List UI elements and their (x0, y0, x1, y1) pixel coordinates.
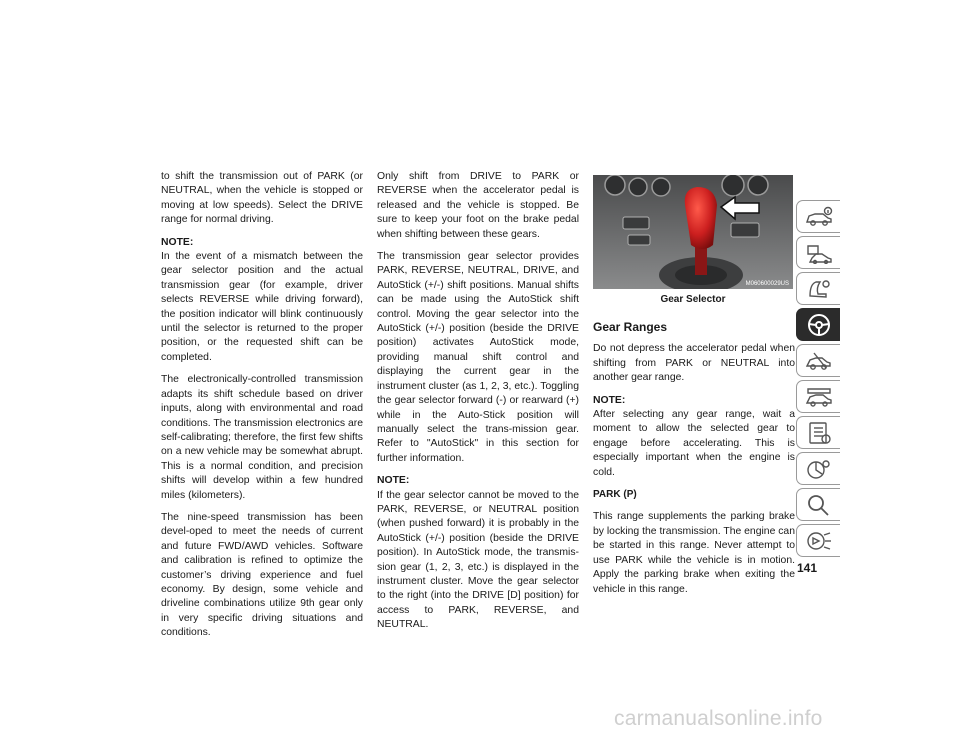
section-title: Gear Ranges (593, 320, 668, 334)
chapter-tab-technical-specs[interactable] (796, 452, 840, 485)
subsection-heading: PARK (P) (593, 489, 637, 501)
note-text: In the event of a mismatch between the gear selector position and the actual transmission gear (for example, driver selects REVERSE while driving forward), the position indicator will blink continuously until the selector is returned to the proper position, or the requested shift can be completed. (161, 251, 363, 363)
figure-caption: Gear Selector (660, 294, 726, 305)
chapter-tab-multimedia[interactable] (796, 488, 840, 521)
chapter-tab-introduction[interactable] (796, 200, 840, 233)
note-title: NOTE: (161, 236, 194, 248)
note-block (161, 236, 363, 366)
document-checklist-icon (804, 421, 834, 445)
watermark-text[interactable]: carmanualsonline.info (614, 707, 823, 730)
car-warning-icon (804, 350, 834, 372)
note-title: NOTE: (593, 394, 626, 406)
text-column-3 (593, 320, 795, 605)
magnifier-icon (804, 493, 834, 517)
chapter-tab-starting-operating[interactable] (796, 308, 840, 341)
text-column-2 (377, 170, 579, 641)
paragraph: Do not depress the accelerator pedal when shifting from PARK or NEUTRAL into another gear range. (593, 343, 795, 384)
gear-selector-photo (593, 175, 793, 289)
car-service-icon (804, 457, 834, 481)
car-keys-icon (804, 242, 834, 264)
figure-code: M060600029US (745, 281, 789, 287)
page-number: 141 (797, 561, 818, 575)
note-text: If the gear selector cannot be moved to the PARK, REVERSE, or NEUTRAL position (when pushed forward) it is probably in the AutoStick (+/-) position (beside the DRIVE position). In AutoStick mode, the transmis-sion gear (1, 2, 3, etc.) is displayed in the instrument cluster. Move the gear selector to the right (into the DRIVE [D] position) for access to PARK, REVERSE, and NEUTRAL. (377, 489, 579, 631)
steering-wheel-icon (804, 312, 834, 338)
chapter-tab-safety[interactable] (796, 344, 840, 377)
note-block (593, 394, 795, 480)
chapter-tab-servicing[interactable] (796, 416, 840, 449)
paragraph: The nine-speed transmission has been devel-oped to meet the needs of current and future FWD/AWD vehicles. Software and calibration is refined to optimize the customer’s driving experience and fuel economy. By design, some vehicle and driveline combinations utilize 9th gear only in very specific driving situations and conditions. (161, 511, 363, 639)
note-block (377, 474, 579, 632)
paragraph: The transmission gear selector provides PARK, REVERSE, NEUTRAL, DRIVE, and AutoStick (+/-) shift positions. Manual shifts can be made using the AutoStick shift control. Moving the gear selector into the AutoStick (+/-) position (beside the DRIVE position) activates AutoStick mode, providing manual shift control and displaying the current gear in the instrument cluster (as 1, 2, 3, etc.). Toggling the gear selector forward (-) or rearward (+) while in the Auto-Stick position will manually select the trans-mission gear. Refer to "AutoStick" in this section for further information. (377, 251, 579, 464)
car-seat-icon (804, 278, 834, 300)
note-title: NOTE: (377, 475, 410, 487)
paragraph: The electronically-controlled transmission adapts its shift schedule based on driver inputs, along with environmental and road conditions. The transmission electronics are self-calibrating; therefore, the first few shifts on a new vehicle may be somewhat abrupt. This is a normal condition, and precision shifts will develop within a few hundred miles (kilometers). (161, 374, 363, 501)
text-column-1 (161, 170, 363, 649)
chapter-tab-customer-assistance[interactable] (796, 524, 840, 557)
chapter-tab-in-case-of-emergency[interactable] (796, 380, 840, 413)
note-text: After selecting any gear range, wait a moment to allow the selected gear to engage before accelerating. This is especially important when the engine is cold. (593, 409, 795, 478)
multimedia-icon (804, 529, 834, 553)
chapter-tabs (796, 200, 842, 560)
paragraph: to shift the transmission out of PARK (or NEUTRAL, when the vehicle is stopped or moving at low speeds). Select the DRIVE range for normal driving. (161, 171, 363, 226)
paragraph: This range supplements the parking brake by locking the transmission. The engine can be started in this range. Never attempt to use PARK while the vehicle is in motion. Apply the parking brake when exiting the vehicle in this range. (593, 511, 795, 595)
chapter-tab-getting-to-know[interactable] (796, 236, 840, 269)
car-info-icon (804, 206, 834, 228)
chapter-tab-instrument[interactable] (796, 272, 840, 305)
paragraph: Only shift from DRIVE to PARK or REVERSE when the accelerator pedal is released and the vehicle is stopped. Be sure to keep your foot on the brake pedal when shifting between these gears. (377, 171, 579, 240)
car-safety-icon (804, 386, 834, 408)
